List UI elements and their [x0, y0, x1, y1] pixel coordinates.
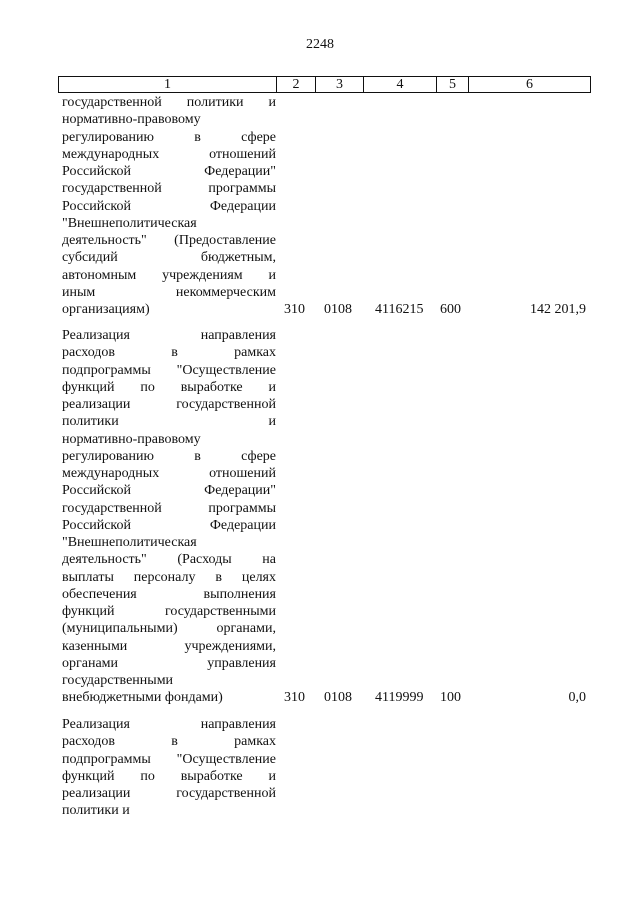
- description-line: государственными: [62, 673, 174, 688]
- column-header-6: 6: [469, 77, 591, 93]
- description-line: международных отношений: [62, 146, 276, 162]
- description-line: "Внешнеполитическая: [62, 535, 197, 550]
- row-col2: 310: [284, 302, 305, 317]
- description-line: обеспечения выполнения: [62, 586, 276, 602]
- row-col6: 0,0: [568, 690, 586, 705]
- description-line: расходов в рамках: [62, 345, 276, 361]
- description-line: Российской Федерации": [62, 164, 276, 179]
- description-line: органами управления: [62, 655, 276, 671]
- row-col3: 0108: [324, 690, 352, 705]
- description-line: деятельность" (Расходы на: [62, 552, 276, 568]
- description-line: государственной программы: [62, 181, 276, 197]
- column-header-1: 1: [59, 77, 277, 93]
- row-col4: 4116215: [375, 302, 424, 317]
- description-line: деятельность" (Предоставление: [62, 233, 276, 248]
- column-header-5: 5: [437, 77, 469, 93]
- description-line: выплаты персоналу в целях: [62, 569, 276, 585]
- row-col5: 100: [440, 690, 461, 705]
- description-line: международных отношений: [62, 466, 276, 481]
- description-line: функций государственными: [62, 604, 276, 619]
- column-header-2: 2: [277, 77, 316, 93]
- description-line: расходов в рамках: [62, 734, 276, 750]
- description-line: реализации государственной: [62, 786, 276, 801]
- row-col2: 310: [284, 690, 305, 705]
- description-line: политики и: [62, 414, 276, 430]
- row-col6: 142 201,9: [530, 302, 586, 317]
- description-line: Российской Федерации": [62, 483, 276, 499]
- description-line: функций по выработке и: [62, 379, 276, 395]
- description-line: Реализация направления: [62, 328, 276, 343]
- description-line: казенными учреждениями,: [62, 638, 276, 654]
- description-line: Российской Федерации: [62, 517, 276, 533]
- description-line: "Внешнеполитическая: [62, 215, 197, 231]
- description-line: Российской Федерации: [62, 198, 276, 214]
- description-line: государственной политики и: [62, 95, 276, 110]
- description-line: подпрограммы "Осуществление: [62, 751, 276, 767]
- description-line: политики и: [62, 803, 130, 819]
- row-description: [62, 327, 276, 707]
- description-line: автономным учреждениям и: [62, 267, 276, 283]
- description-line: иным некоммерческим: [62, 284, 276, 300]
- column-header-4: 4: [364, 77, 437, 93]
- description-line: субсидий бюджетным,: [62, 250, 276, 266]
- description-line: Реализация направления: [62, 717, 276, 732]
- row-col5: 600: [440, 302, 461, 317]
- description-line: функций по выработке и: [62, 768, 276, 784]
- column-header-row: [58, 76, 591, 93]
- description-line: регулированию в сфере: [62, 448, 276, 464]
- description-line: нормативно-правовому: [62, 112, 201, 128]
- description-line: организациям): [62, 302, 150, 317]
- row-description: [62, 94, 276, 318]
- description-line: регулированию в сфере: [62, 129, 276, 145]
- description-line: подпрограммы "Осуществление: [62, 362, 276, 378]
- description-line: нормативно-правовому: [62, 431, 201, 447]
- description-line: (муниципальными) органами,: [62, 621, 276, 637]
- column-header-3: 3: [316, 77, 364, 93]
- row-col4: 4119999: [375, 690, 424, 705]
- description-line: государственной программы: [62, 500, 276, 516]
- page-number: 2248: [306, 37, 334, 52]
- description-line: внебюджетными фондами): [62, 690, 223, 706]
- description-line: реализации государственной: [62, 397, 276, 412]
- row-description: [62, 716, 276, 820]
- row-col3: 0108: [324, 302, 352, 317]
